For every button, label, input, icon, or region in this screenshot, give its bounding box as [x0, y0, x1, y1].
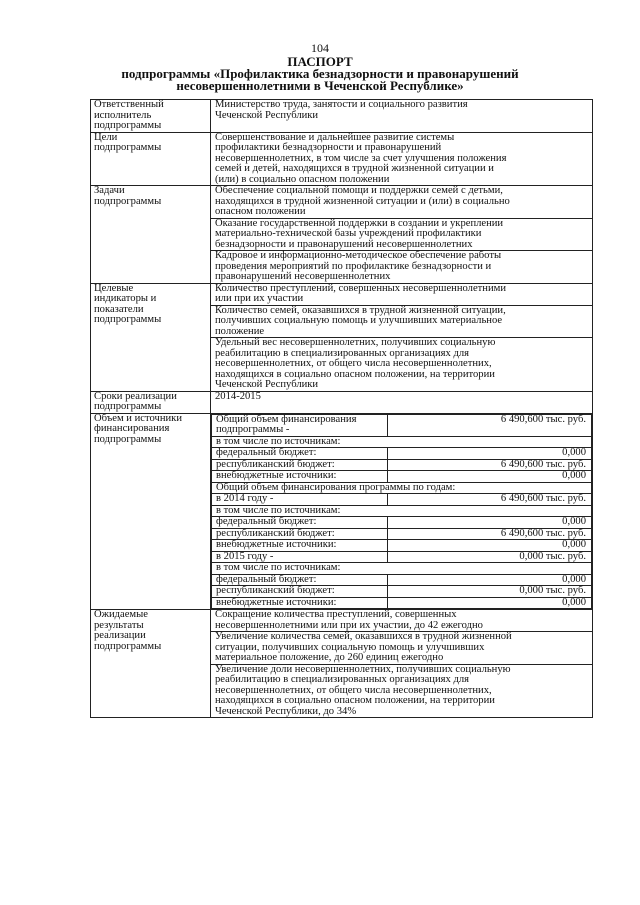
- finance-label: [91, 413, 211, 610]
- label-line: подпрограммы: [94, 142, 162, 153]
- text-line: Количество преступлений, совершенных несовершеннолетними: [215, 282, 506, 294]
- text-line: находящихся в социально опасном положении, на территории: [215, 695, 495, 706]
- finance-row: [212, 482, 592, 494]
- text-line: Оказание государственной поддержки в создании и укреплении: [215, 217, 504, 229]
- finance-row: [212, 448, 592, 460]
- goals-label: [91, 132, 211, 186]
- finance-total-value: 6 490,600 тыс. руб.: [388, 414, 592, 436]
- label-line: Цели: [94, 131, 118, 143]
- finance-row: [212, 597, 592, 609]
- text-line: безнадзорности и правонарушений несовершеннолетних: [215, 238, 473, 250]
- finance-row: [212, 517, 592, 529]
- republic-budget-label: республиканский бюджет:: [212, 586, 388, 598]
- row-results: [91, 610, 593, 718]
- row-finance: [91, 413, 593, 610]
- year-2015-label: в 2015 году -: [212, 551, 388, 563]
- label-line: подпрограммы: [94, 120, 162, 131]
- row-responsible: [91, 100, 593, 133]
- text-line: опасном положении: [215, 206, 306, 217]
- responsible-label: [91, 100, 211, 133]
- offbudget-value: 0,000: [388, 471, 592, 483]
- finance-row: [212, 574, 592, 586]
- label-line: исполнитель: [94, 109, 152, 121]
- label-line: результаты: [94, 619, 144, 631]
- indicators-value: [211, 283, 593, 391]
- text-line: реабилитацию в специализированных организациях для: [215, 674, 470, 685]
- finance-row: [212, 540, 592, 552]
- text-line: Обеспечение социальной помощи и поддержки семей с детьми,: [215, 185, 503, 196]
- label-line: подпрограммы: [94, 401, 162, 412]
- year-2015-value: 0,000 тыс. руб.: [388, 551, 592, 563]
- document-subtitle-line-2: несовершеннолетними в Чеченской Республике»: [176, 78, 464, 93]
- text-line: правонарушений несовершеннолетних: [215, 271, 391, 282]
- text-line: Чеченской Республики, до 34%: [215, 705, 357, 717]
- text-line: получивших социальную помощь и улучшивших материальное: [215, 315, 503, 326]
- offbudget-value: 0,000: [388, 540, 592, 552]
- document-header: [60, 56, 580, 92]
- label-line: Объем и источники: [94, 412, 182, 424]
- federal-budget-value: 0,000: [388, 574, 592, 586]
- text-line: находящихся в социально опасном положении, на территории: [215, 368, 495, 380]
- text-line: Кадровое и информационно-методическое обеспечение работы: [215, 250, 502, 261]
- text-line: Увеличение доли несовершеннолетних, получивших социальную: [215, 663, 511, 675]
- text-line: подпрограммы -: [216, 424, 290, 435]
- finance-row: [212, 471, 592, 483]
- finance-row: [212, 551, 592, 563]
- federal-budget-label: федеральный бюджет:: [212, 517, 388, 529]
- tasks-value: [211, 186, 593, 284]
- row-tasks: [91, 186, 593, 284]
- federal-budget-label: федеральный бюджет:: [212, 448, 388, 460]
- federal-budget-label: федеральный бюджет:: [212, 574, 388, 586]
- task-item: [211, 251, 592, 283]
- text-line: Общий объем финансирования: [216, 413, 357, 425]
- label-line: индикаторы и: [94, 293, 157, 304]
- indicator-item: [211, 338, 592, 391]
- finance-table: [211, 414, 592, 610]
- text-line: Совершенствование и дальнейшее развитие системы: [215, 131, 455, 143]
- finance-row: [212, 586, 592, 598]
- label-line: Задачи: [94, 185, 125, 196]
- finance-value: [211, 413, 593, 610]
- text-line: несовершеннолетних, от общего числа несовершеннолетних,: [215, 358, 492, 369]
- republic-budget-value: 6 490,600 тыс. руб.: [388, 459, 592, 471]
- year-2014-value: 6 490,600 тыс. руб.: [388, 494, 592, 506]
- label-line: подпрограммы: [94, 195, 162, 207]
- text-line: Количество семей, оказавшихся в трудной жизненной ситуации,: [215, 304, 506, 316]
- finance-sources-heading: в том числе по источникам:: [212, 505, 592, 517]
- label-line: реализации: [94, 630, 146, 641]
- text-line: Чеченской Республики: [215, 379, 319, 390]
- offbudget-value: 0,000: [388, 597, 592, 609]
- result-item: [211, 665, 592, 718]
- text-line: Увеличение количества семей, оказавшихся в трудной жизненной: [215, 631, 512, 642]
- finance-row: [212, 459, 592, 471]
- goals-value: [211, 132, 593, 186]
- tasks-label: [91, 186, 211, 284]
- republic-budget-label: республиканский бюджет:: [212, 459, 388, 471]
- terms-label: [91, 391, 211, 413]
- text-line: Министерство труда, занятости и социального развития: [215, 99, 468, 110]
- results-value: [211, 610, 593, 718]
- text-line: или при их участии: [215, 293, 304, 304]
- label-line: подпрограммы: [94, 640, 162, 652]
- text-line: материальное положение, до 260 единиц ежегодно: [215, 652, 444, 663]
- text-line: несовершеннолетними или при их участии, до 42 ежегодно: [215, 619, 483, 631]
- task-item: [211, 219, 592, 252]
- federal-budget-value: 0,000: [388, 517, 592, 529]
- finance-total-row: [212, 414, 592, 436]
- text-line: положение: [215, 325, 265, 337]
- offbudget-label: внебюджетные источники:: [212, 540, 388, 552]
- text-line: 2014-2015: [215, 390, 261, 402]
- republic-budget-label: республиканский бюджет:: [212, 528, 388, 540]
- republic-budget-value: 0,000 тыс. руб.: [388, 586, 592, 598]
- indicators-label: [91, 283, 211, 391]
- finance-row: [212, 505, 592, 517]
- responsible-value: [211, 100, 593, 133]
- terms-value: [211, 391, 593, 413]
- finance-row: [212, 494, 592, 506]
- text-line: Сокращение количества преступлений, совершенных: [215, 609, 457, 620]
- federal-budget-value: 0,000: [388, 448, 592, 460]
- task-item: [211, 186, 592, 219]
- label-line: Ожидаемые: [94, 609, 148, 620]
- finance-sources-heading: в том числе по источникам:: [212, 436, 592, 448]
- document-subtitle-line-1: подпрограммы «Профилактика безнадзорности и правонарушений: [121, 66, 519, 81]
- finance-by-years-heading: Общий объем финансирования программы по годам:: [212, 482, 592, 494]
- finance-row: [212, 528, 592, 540]
- label-line: Ответственный: [94, 99, 164, 110]
- text-line: проведения мероприятий по профилактике безнадзорности и: [215, 260, 492, 272]
- result-item: [211, 632, 592, 665]
- result-item: [211, 610, 592, 632]
- row-terms: [91, 391, 593, 413]
- year-2014-label: в 2014 году -: [212, 494, 388, 506]
- label-line: Сроки реализации: [94, 390, 177, 402]
- document-title: ПАСПОРТ: [287, 54, 353, 69]
- page-number: 104: [311, 41, 329, 55]
- text-line: (или) в социально опасном положении: [215, 173, 390, 185]
- label-line: финансирования: [94, 423, 170, 434]
- text-line: Удельный вес несовершеннолетних, получивших социальную: [215, 337, 496, 348]
- text-line: несовершеннолетних, в том числе за счет улучшения положения: [215, 152, 507, 164]
- row-indicators: [91, 283, 593, 391]
- text-line: находящихся в трудной жизненной ситуации и (или) в социально: [215, 195, 510, 207]
- finance-row: [212, 563, 592, 575]
- label-line: подпрограммы: [94, 314, 162, 325]
- text-line: Чеченской Республики: [215, 109, 319, 121]
- label-line: Целевые: [94, 282, 134, 294]
- text-line: профилактики безнадзорности и правонарушений: [215, 142, 442, 153]
- passport-table: [90, 99, 593, 718]
- row-goals: [91, 132, 593, 186]
- text-line: реабилитацию в специализированных организациях для: [215, 347, 470, 359]
- results-label: [91, 610, 211, 718]
- text-line: несовершеннолетних, от общего числа несовершеннолетних,: [215, 684, 492, 696]
- offbudget-label: внебюджетные источники:: [212, 471, 388, 483]
- text-line: семей и детей, находящихся в трудной жизненной ситуации и: [215, 163, 494, 174]
- label-line: показатели: [94, 303, 144, 315]
- finance-total-label: [212, 414, 388, 436]
- republic-budget-value: 6 490,600 тыс. руб.: [388, 528, 592, 540]
- text-line: материально-технической базы учреждений профилактики: [215, 228, 482, 239]
- label-line: подпрограммы: [94, 433, 162, 445]
- finance-row: [212, 436, 592, 448]
- indicator-item: [211, 284, 592, 306]
- finance-sources-heading: в том числе по источникам:: [212, 563, 592, 575]
- offbudget-label: внебюджетные источники:: [212, 597, 388, 609]
- indicator-item: [211, 306, 592, 339]
- text-line: ситуации, получивших социальную помощь и улучшивших: [215, 641, 485, 653]
